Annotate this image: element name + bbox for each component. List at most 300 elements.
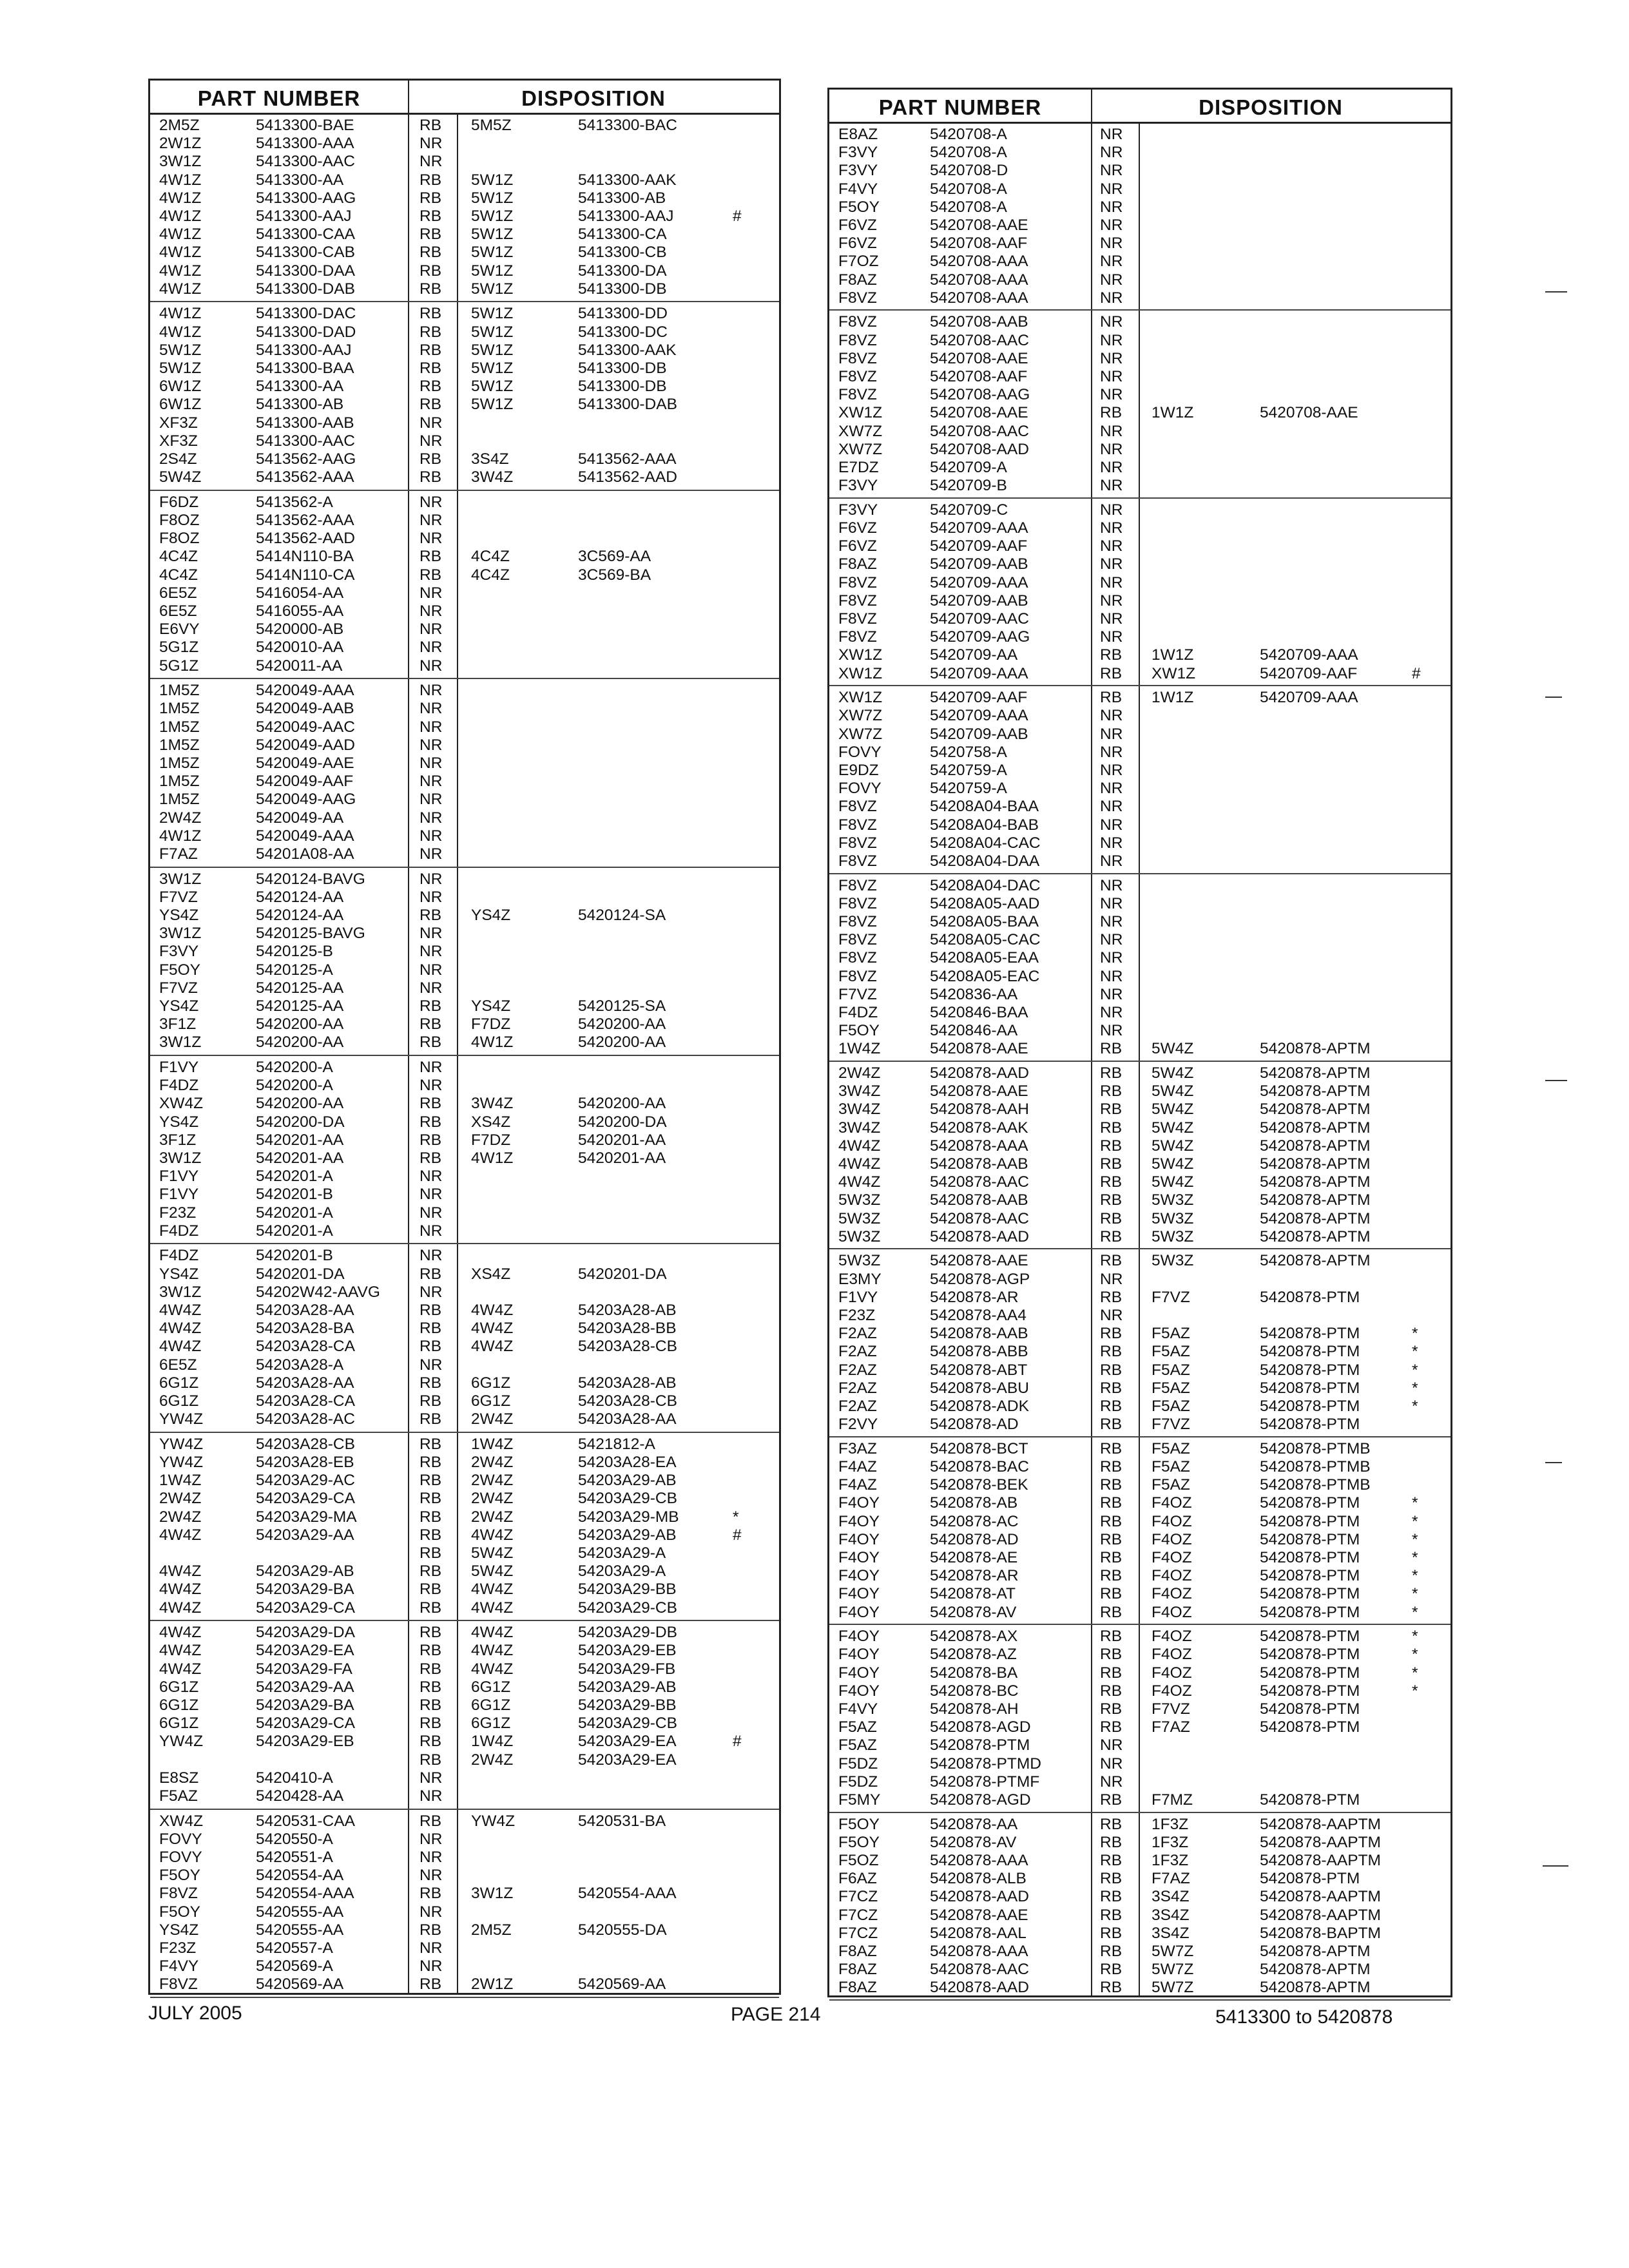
table-row [150,1678,779,1696]
part-cell: 5413300-CAB [256,244,355,262]
part-cell: 5413300-BAE [256,117,354,134]
part-cell: 5420708-AAE [930,404,1028,422]
table-row [829,707,1451,725]
prefix-cell: F5OY [838,1022,880,1040]
prefix-cell: F23Z [159,1939,197,1957]
new-prefix-cell: 4W1Z [471,1033,514,1052]
part-cell: 5420878-AAA [930,1137,1028,1155]
table-row [829,1210,1451,1228]
new-prefix-cell: F4OZ [1152,1585,1192,1603]
part-cell: 54203A28-AA [256,1301,354,1319]
table-row [829,1567,1451,1585]
prefix-cell: 3W4Z [838,1082,881,1100]
new-prefix-cell: 3W1Z [471,1885,514,1903]
table-row [829,913,1451,931]
footer-date: JULY 2005 [148,2003,242,2024]
code-cell: NR [1100,440,1123,458]
new-prefix-cell: 6G1Z [471,1374,511,1392]
table-row [150,1015,779,1033]
prefix-cell: 6E5Z [159,1356,197,1374]
mark-cell: * [733,1508,739,1526]
part-cell: 5420836-AA [930,985,1018,1003]
table-row [150,414,779,432]
part-cell: 54203A28-CA [256,1392,355,1410]
new-prefix-cell: 1W1Z [1152,689,1194,707]
mark-cell: * [1412,1548,1418,1566]
new-part-cell: 5420531-BA [578,1812,666,1830]
table-row [829,744,1451,762]
prefix-cell: F7VZ [159,979,198,997]
prefix-cell: F8VZ [838,367,877,385]
new-prefix-cell: 2W4Z [471,1490,514,1508]
code-cell: RB [419,1131,442,1149]
code-cell: RB [1100,1603,1123,1621]
new-prefix-cell: XS4Z [471,1265,511,1283]
code-cell: RB [419,1508,442,1526]
code-cell: RB [419,1751,442,1769]
new-prefix-cell: 5W1Z [471,207,514,225]
prefix-cell: F4AZ [838,1457,877,1475]
new-part-cell: 5420878-PTM [1260,1548,1360,1566]
prefix-cell: F5OZ [838,1851,879,1869]
code-cell: NR [1100,235,1123,253]
row-group [150,1243,779,1432]
table-row [829,689,1451,707]
code-cell: NR [419,979,443,997]
new-prefix-cell: 5W1Z [471,323,514,341]
part-cell: 54201A08-AA [256,845,354,863]
prefix-cell: 4W4Z [838,1137,881,1155]
prefix-cell: XW4Z [159,1812,204,1830]
part-cell: 54203A29-MA [256,1508,357,1526]
new-prefix-cell: 5W1Z [471,280,514,298]
prefix-cell: 4W4Z [159,1642,202,1660]
new-part-cell: 5420124-SA [578,906,666,924]
prefix-cell: XW7Z [838,422,883,440]
part-cell: 5420709-B [930,477,1007,495]
right-parts-table [827,88,1452,1997]
prefix-cell: F6DZ [159,493,199,511]
row-group [829,1436,1451,1625]
code-cell: NR [419,827,443,845]
part-cell: 5420709-AAA [930,664,1028,682]
part-cell: 5413300-AAG [256,189,356,207]
prefix-cell: 4W4Z [838,1155,881,1173]
prefix-cell: F6AZ [838,1870,877,1888]
part-cell: 54203A29-EB [256,1733,354,1751]
new-prefix-cell: 3S4Z [1152,1888,1190,1906]
part-cell: 5420200-AA [256,1015,344,1033]
prefix-cell: 2W4Z [159,809,202,827]
part-cell: 5420049-AAF [256,773,354,791]
table-row [829,834,1451,852]
prefix-cell: F8AZ [838,1961,877,1979]
part-cell: 5420878-BAC [930,1457,1029,1475]
part-cell: 5420878-AAC [930,1173,1029,1191]
new-prefix-cell: 2W4Z [471,1453,514,1471]
prefix-cell: F3VY [838,162,878,180]
table-row [829,1755,1451,1773]
code-cell: RB [419,1015,442,1033]
table-row [150,773,779,791]
code-cell: NR [1100,931,1123,949]
part-cell: 5413300-BAA [256,359,354,377]
prefix-cell: F3VY [838,144,878,162]
code-cell: NR [419,870,443,888]
prefix-cell: F2AZ [838,1397,877,1415]
mark-cell: * [1412,1361,1418,1379]
prefix-cell: YS4Z [159,906,199,924]
prefix-cell: F4OY [838,1494,880,1512]
prefix-cell: F8VZ [838,349,877,367]
code-cell: RB [419,1338,442,1356]
new-prefix-cell: 4W4Z [471,1526,514,1544]
table-row [829,574,1451,592]
code-cell: NR [1100,313,1123,331]
code-cell: NR [419,888,443,906]
table-row [829,423,1451,441]
part-cell: 5420878-AAD [930,1979,1029,1997]
new-part-cell: 5420125-SA [578,997,666,1015]
new-prefix-cell: 5W7Z [1152,1942,1194,1960]
row-group [150,1620,779,1809]
part-cell: 5420878-PTM [930,1736,1030,1754]
new-prefix-cell: 4C4Z [471,566,510,584]
code-cell: NR [1100,967,1123,985]
table-row [829,537,1451,555]
code-cell: NR [419,682,443,700]
prefix-cell: E8AZ [838,126,878,143]
part-cell: 5420709-AAA [930,707,1028,725]
code-cell: RB [1100,1064,1123,1082]
prefix-cell: 1W4Z [838,1040,881,1058]
code-cell: RB [1100,1100,1123,1119]
new-prefix-cell: 5W4Z [1152,1064,1194,1082]
table-row [150,907,779,925]
code-cell: RB [419,1374,442,1392]
code-cell: NR [1100,501,1123,519]
part-cell: 5420878-ALB [930,1870,1027,1888]
margin-tick [1545,1080,1567,1081]
new-part-cell: 5413300-DAB [578,396,677,414]
table-row [829,368,1451,386]
prefix-cell: 2W4Z [159,1490,202,1508]
mark-cell: * [1412,1512,1418,1530]
code-cell: NR [1100,271,1123,289]
table-row [150,809,779,827]
new-part-cell: 5413300-CA [578,226,667,244]
code-cell: RB [1100,1325,1123,1343]
prefix-cell: F2AZ [838,1379,877,1397]
new-part-cell: 5420201-AA [578,1131,666,1149]
table-row [150,1787,779,1805]
prefix-cell: F8VZ [838,591,877,610]
code-cell: NR [1100,198,1123,216]
new-prefix-cell: F4OZ [1152,1567,1192,1585]
code-cell: RB [1100,1851,1123,1869]
prefix-cell: 5W3Z [838,1252,881,1270]
code-cell: NR [1100,1754,1123,1773]
part-cell: 5420878-AE [930,1548,1018,1566]
table-row [150,262,779,280]
table-row [829,162,1451,180]
part-cell: 54203A29-DA [256,1624,355,1642]
prefix-cell: 4W4Z [159,1526,202,1544]
code-cell: NR [1100,876,1123,894]
prefix-cell: 6W1Z [159,378,202,396]
table-row [829,235,1451,253]
new-prefix-cell: F5AZ [1152,1476,1190,1494]
table-row [150,1302,779,1320]
new-prefix-cell: 2W4Z [471,1472,514,1490]
part-cell: 5420878-AGD [930,1718,1031,1736]
new-part-cell: 5420878-PTM [1260,1361,1360,1379]
code-cell: RB [419,117,442,134]
code-cell: NR [419,961,443,979]
code-cell: NR [419,1957,443,1975]
table-row [150,153,779,171]
part-cell: 5420049-AAG [256,791,356,809]
disposition-header: DISPOSITION [521,86,666,110]
code-cell: NR [1100,367,1123,385]
new-part-cell: 5420878-APTM [1260,1119,1371,1137]
new-prefix-cell: 2W4Z [471,1508,514,1526]
part-cell: 5420709-AAA [930,573,1028,591]
mark-cell: * [1412,1646,1418,1664]
part-cell: 5420709-AAF [930,689,1028,707]
part-cell: 5420709-AAA [930,519,1028,537]
table-row [829,1343,1451,1361]
new-part-cell: 54203A29-CB [578,1490,677,1508]
margin-tick [1545,291,1567,293]
part-cell: 5420124-AA [256,906,344,924]
code-cell: RB [419,189,442,207]
part-cell: 5420878-AAE [930,1252,1028,1270]
code-cell: RB [419,468,442,486]
new-prefix-cell: 3W4Z [471,1095,514,1113]
table-row [829,441,1451,459]
table-row [150,1751,779,1769]
table-row [829,646,1451,664]
table-row [829,332,1451,350]
prefix-cell: F4VY [159,1957,199,1975]
part-cell: 54208A05-EAC [930,967,1040,985]
part-cell: 5420878-BA [930,1664,1018,1682]
new-prefix-cell: 5W7Z [1152,1979,1194,1997]
part-cell: 54208A04-DAC [930,876,1041,894]
part-cell: 5420410-A [256,1769,333,1787]
new-prefix-cell: 2W4Z [471,1751,514,1769]
table-row [150,396,779,414]
code-cell: RB [419,1410,442,1428]
new-part-cell: 54203A29-A [578,1544,666,1562]
mark-cell: * [1412,1343,1418,1361]
code-cell: NR [1100,144,1123,162]
table-row [829,726,1451,744]
new-prefix-cell: 1W1Z [1152,404,1194,422]
part-cell: 5420708-AAC [930,331,1029,349]
table-row [150,207,779,226]
new-part-cell: 5420878-PTM [1260,1700,1360,1718]
prefix-cell: F1VY [838,1288,878,1306]
prefix-cell: XW1Z [838,664,883,682]
part-cell: 5420201-AA [256,1149,344,1167]
part-cell: 5413300-AAJ [256,341,352,359]
new-prefix-cell: YS4Z [471,997,511,1015]
table-row [829,1379,1451,1398]
table-row [150,754,779,773]
table-row [150,1562,779,1581]
code-cell: RB [1100,1906,1123,1924]
prefix-cell: XW7Z [838,440,883,458]
new-prefix-cell: F7VZ [1152,1288,1190,1306]
part-cell: 5420569-A [256,1957,333,1975]
prefix-cell: F8VZ [838,386,877,404]
prefix-cell: F6VZ [838,216,877,234]
table-row [829,986,1451,1004]
table-row [829,1137,1451,1155]
prefix-cell: F8AZ [838,555,877,573]
prefix-cell: 4W4Z [838,1173,881,1191]
prefix-cell: F7CZ [838,1888,878,1906]
code-cell: RB [419,548,442,566]
new-prefix-cell: 5W1Z [471,396,514,414]
table-row [150,1392,779,1410]
new-prefix-cell: 5W1Z [471,189,514,207]
code-cell: NR [419,432,443,450]
part-cell: 54203A29-AC [256,1472,355,1490]
prefix-cell: F2AZ [838,1343,877,1361]
table-row [150,1831,779,1849]
prefix-cell: F1VY [159,1168,199,1186]
part-cell: 5420708-AAA [930,253,1028,271]
code-cell: RB [419,906,442,924]
row-group [829,1624,1451,1812]
new-prefix-cell: 3S4Z [1152,1906,1190,1924]
part-cell: 5420878-AAB [930,1325,1028,1343]
part-cell: 5420708-A [930,144,1007,162]
part-cell: 5420878-AAH [930,1100,1029,1119]
prefix-cell: FOVY [159,1830,202,1848]
code-cell: RB [419,1435,442,1453]
new-prefix-cell: 1F3Z [1152,1815,1189,1833]
prefix-cell: 4W1Z [159,207,202,225]
part-cell: 5413300-AAC [256,432,355,450]
new-part-cell: 5420709-AAF [1260,664,1358,682]
table-row [150,1265,779,1283]
code-cell: RB [1100,664,1123,682]
prefix-cell: F8VZ [159,1975,198,1994]
table-row [150,1624,779,1642]
part-number-header: PART NUMBER [197,86,361,110]
code-cell: RB [419,280,442,298]
part-cell: 5420878-AAE [930,1040,1028,1058]
new-part-cell: 5420878-PTMB [1260,1439,1371,1457]
part-cell: 5420846-BAA [930,1003,1028,1021]
new-part-cell: 54203A28-AB [578,1374,677,1392]
part-cell: 5420708-AAD [930,440,1029,458]
table-row [829,1289,1451,1307]
table-row [829,1513,1451,1531]
code-cell: RB [1100,1288,1123,1306]
table-row [150,682,779,700]
new-prefix-cell: 4W1Z [471,1149,514,1167]
prefix-cell: F7VZ [838,985,877,1003]
new-prefix-cell: 5W3Z [1152,1252,1194,1270]
prefix-cell: 5G1Z [159,639,199,657]
prefix-cell: F2AZ [838,1361,877,1379]
prefix-cell: 4C4Z [159,548,198,566]
table-row [829,1628,1451,1646]
prefix-cell: F4OY [838,1530,880,1548]
table-row [829,386,1451,404]
code-cell: NR [1100,573,1123,591]
table-row [150,468,779,486]
prefix-cell: 3W4Z [838,1119,881,1137]
prefix-cell: YS4Z [159,1921,199,1939]
code-cell: RB [419,341,442,359]
prefix-cell: F8VZ [838,852,877,870]
prefix-cell: 3W1Z [159,925,202,943]
table-row [150,657,779,675]
code-cell: NR [1100,519,1123,537]
prefix-cell: F4OY [838,1567,880,1585]
part-cell: 5420759-A [930,780,1007,798]
prefix-cell: 5G1Z [159,657,199,675]
code-cell: RB [1100,1252,1123,1270]
code-cell: NR [419,1222,443,1240]
new-prefix-cell: 5W1Z [471,341,514,359]
new-prefix-cell: 5W4Z [1152,1040,1194,1058]
new-part-cell: 54203A28-AB [578,1301,677,1319]
part-cell: 5420878-AC [930,1512,1019,1530]
new-part-cell: 5420709-AAA [1260,646,1358,664]
new-prefix-cell: 5W3Z [1152,1227,1194,1245]
new-part-cell: 5420878-AAPTM [1260,1906,1381,1924]
prefix-cell: F4OY [838,1512,880,1530]
table-row [150,925,779,943]
table-row [829,1100,1451,1119]
part-cell: 5420878-AZ [930,1646,1017,1664]
row-group [150,1055,779,1244]
part-cell: 5420125-BAVG [256,925,365,943]
new-part-cell: 5420878-PTMB [1260,1457,1371,1475]
part-cell: 5413300-CAA [256,226,355,244]
code-cell: RB [1100,1082,1123,1100]
code-cell: RB [419,1642,442,1660]
table-row [829,1307,1451,1325]
prefix-cell: F7CZ [838,1906,878,1924]
part-cell: 5413300-AA [256,171,344,189]
prefix-cell: 2M5Z [159,117,200,134]
mark-cell: # [733,1733,742,1751]
table-row [829,877,1451,895]
table-row [150,1374,779,1392]
table-header [829,90,1451,124]
table-row [150,700,779,718]
new-part-cell: 5420878-AAPTM [1260,1851,1381,1869]
new-prefix-cell: 2M5Z [471,1921,512,1939]
new-part-cell: 5420878-PTM [1260,1628,1360,1646]
code-cell: RB [419,1975,442,1994]
new-part-cell: 5413300-AAK [578,341,677,359]
code-cell: NR [1100,386,1123,404]
prefix-cell: F5OY [838,1815,880,1833]
footer-range: 5413300 to 5420878 [1215,2006,1393,2028]
prefix-cell: 1W4Z [159,1472,202,1490]
part-cell: 5413300-AAA [256,135,354,153]
mark-cell: * [1412,1664,1418,1682]
